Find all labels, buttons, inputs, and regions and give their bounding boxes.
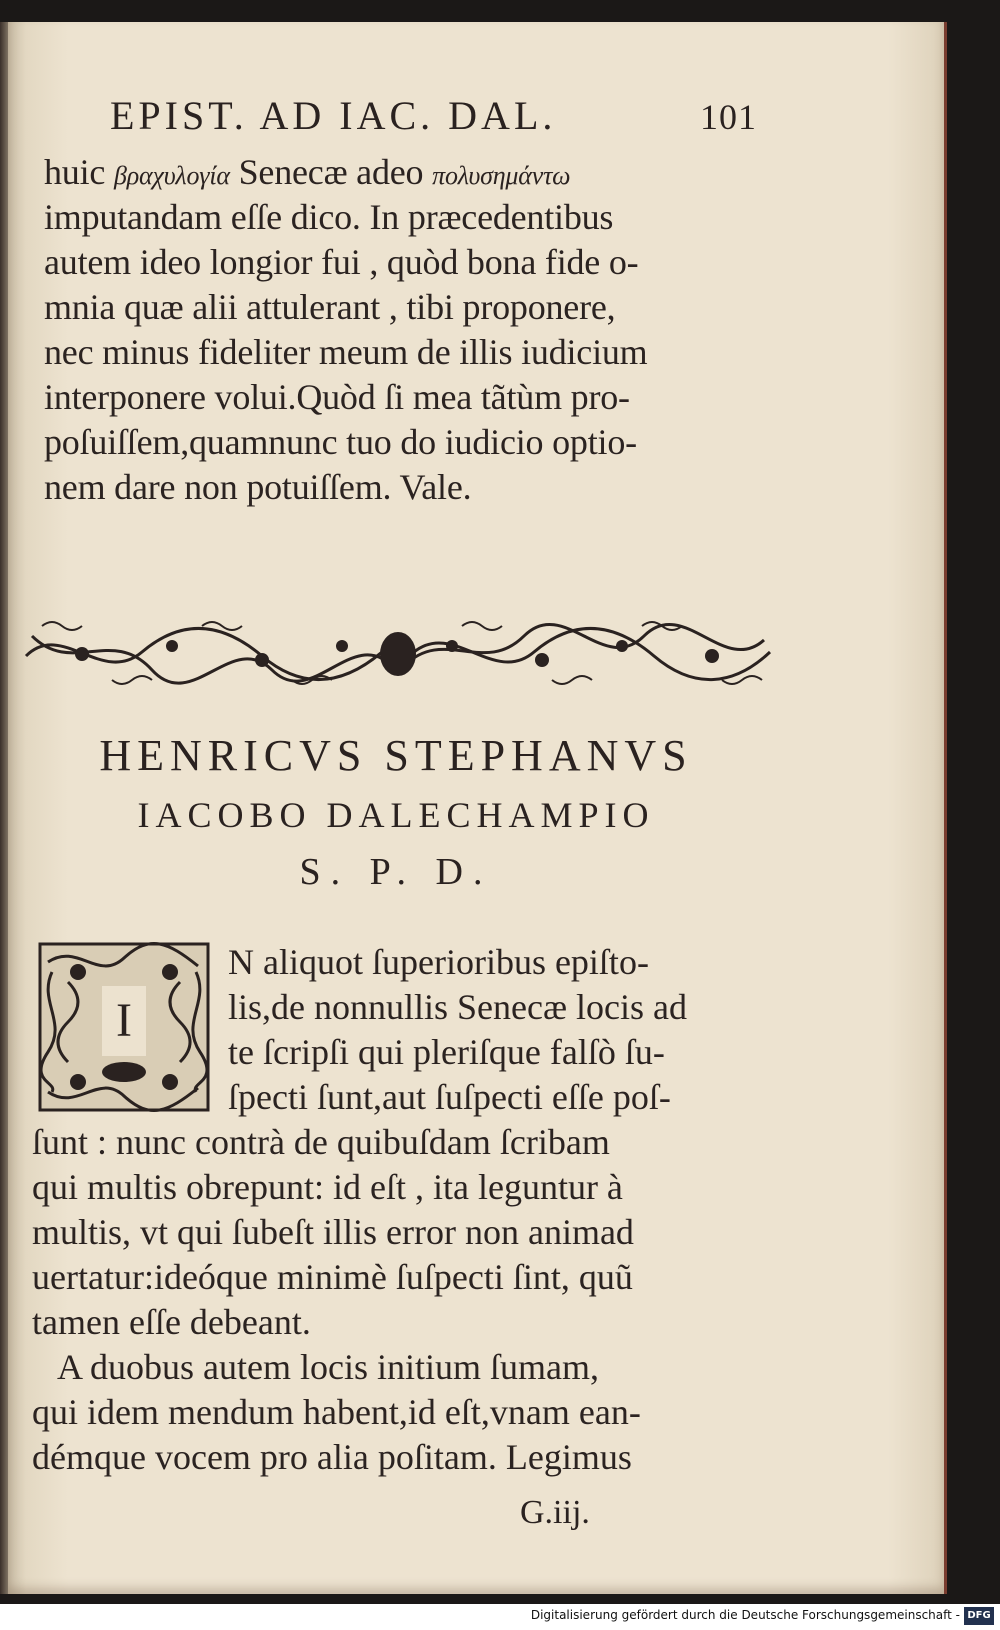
signature-mark: G.iij. [520, 1494, 590, 1531]
text-line: interponere volui.Quòd ſi mea tãtùm pro- [44, 377, 630, 417]
greek-word: πολυσημάντω [432, 161, 571, 190]
text-line: lis,de nonnullis Senecæ locis ad [228, 987, 687, 1027]
text-segment: Senecæ adeo [229, 152, 433, 192]
text-line: nem dare non potuiſſem. Vale. [44, 467, 472, 507]
book-page [8, 22, 947, 1594]
text-line: qui idem mendum habent,id eſt,vnam ean- [32, 1392, 641, 1432]
text-line: ſpecti ſunt,aut ſuſpecti eſſe poſ- [228, 1077, 671, 1117]
text-line: A duobus autem locis initium ſumam, [32, 1347, 599, 1387]
text-line: autem ideo longior fui , quòd bona fide o- [44, 242, 639, 282]
text-segment: huic [44, 152, 114, 192]
text-line: te ſcripſi qui pleriſque falſò ſu- [228, 1032, 665, 1072]
closing-paragraph [44, 150, 764, 510]
text-line: poſuiſſem,quamnunc tuo do iudicio optio- [44, 422, 637, 462]
footer-credit: Digitalisierung gefördert durch die Deutsche Forschungsgemeinschaft - [530, 1608, 960, 1622]
text-line: nec minus fideliter meum de illis iudicium [44, 332, 648, 372]
text-line: multis, vt qui ſubeſt illis error non animad [32, 1212, 634, 1252]
text-line: imputandam eſſe dico. In præcedentibus [44, 197, 614, 237]
ornamental-headpiece [22, 616, 774, 690]
text-line: mnia quæ alii attulerant , tibi proponere, [44, 287, 616, 327]
text-line: tamen eſſe debeant. [32, 1302, 311, 1342]
letter-salutation: S. P. D. [299, 851, 493, 893]
running-head: EPIST. AD IAC. DAL. [110, 93, 557, 138]
initial-letter: I [102, 986, 146, 1056]
text-line: uertatur:ideóque minimè ſuſpecti ſint, quũ [32, 1257, 633, 1297]
letter-title-sender: HENRICVS STEPHANVS [99, 731, 693, 780]
text-line: démque vocem pro alia poſitam. Legimus [32, 1437, 632, 1477]
digitization-footer [0, 1604, 1000, 1630]
dfg-logo-icon: DFG [964, 1607, 994, 1625]
text-line: N aliquot ſuperioribus epiſto- [228, 942, 649, 982]
decorated-initial [38, 942, 210, 1112]
text-line: qui multis obrepunt: id eſt , ita leguntur à [32, 1167, 623, 1207]
text-line: ſunt : nunc contrà de quibuſdam ſcribam [32, 1122, 610, 1162]
greek-word: βραχυλογία [113, 161, 230, 190]
letter-title-recipient: IACOBO DALECHAMPIO [137, 795, 655, 835]
text-line [44, 150, 764, 195]
page-number: 101 [700, 97, 757, 137]
